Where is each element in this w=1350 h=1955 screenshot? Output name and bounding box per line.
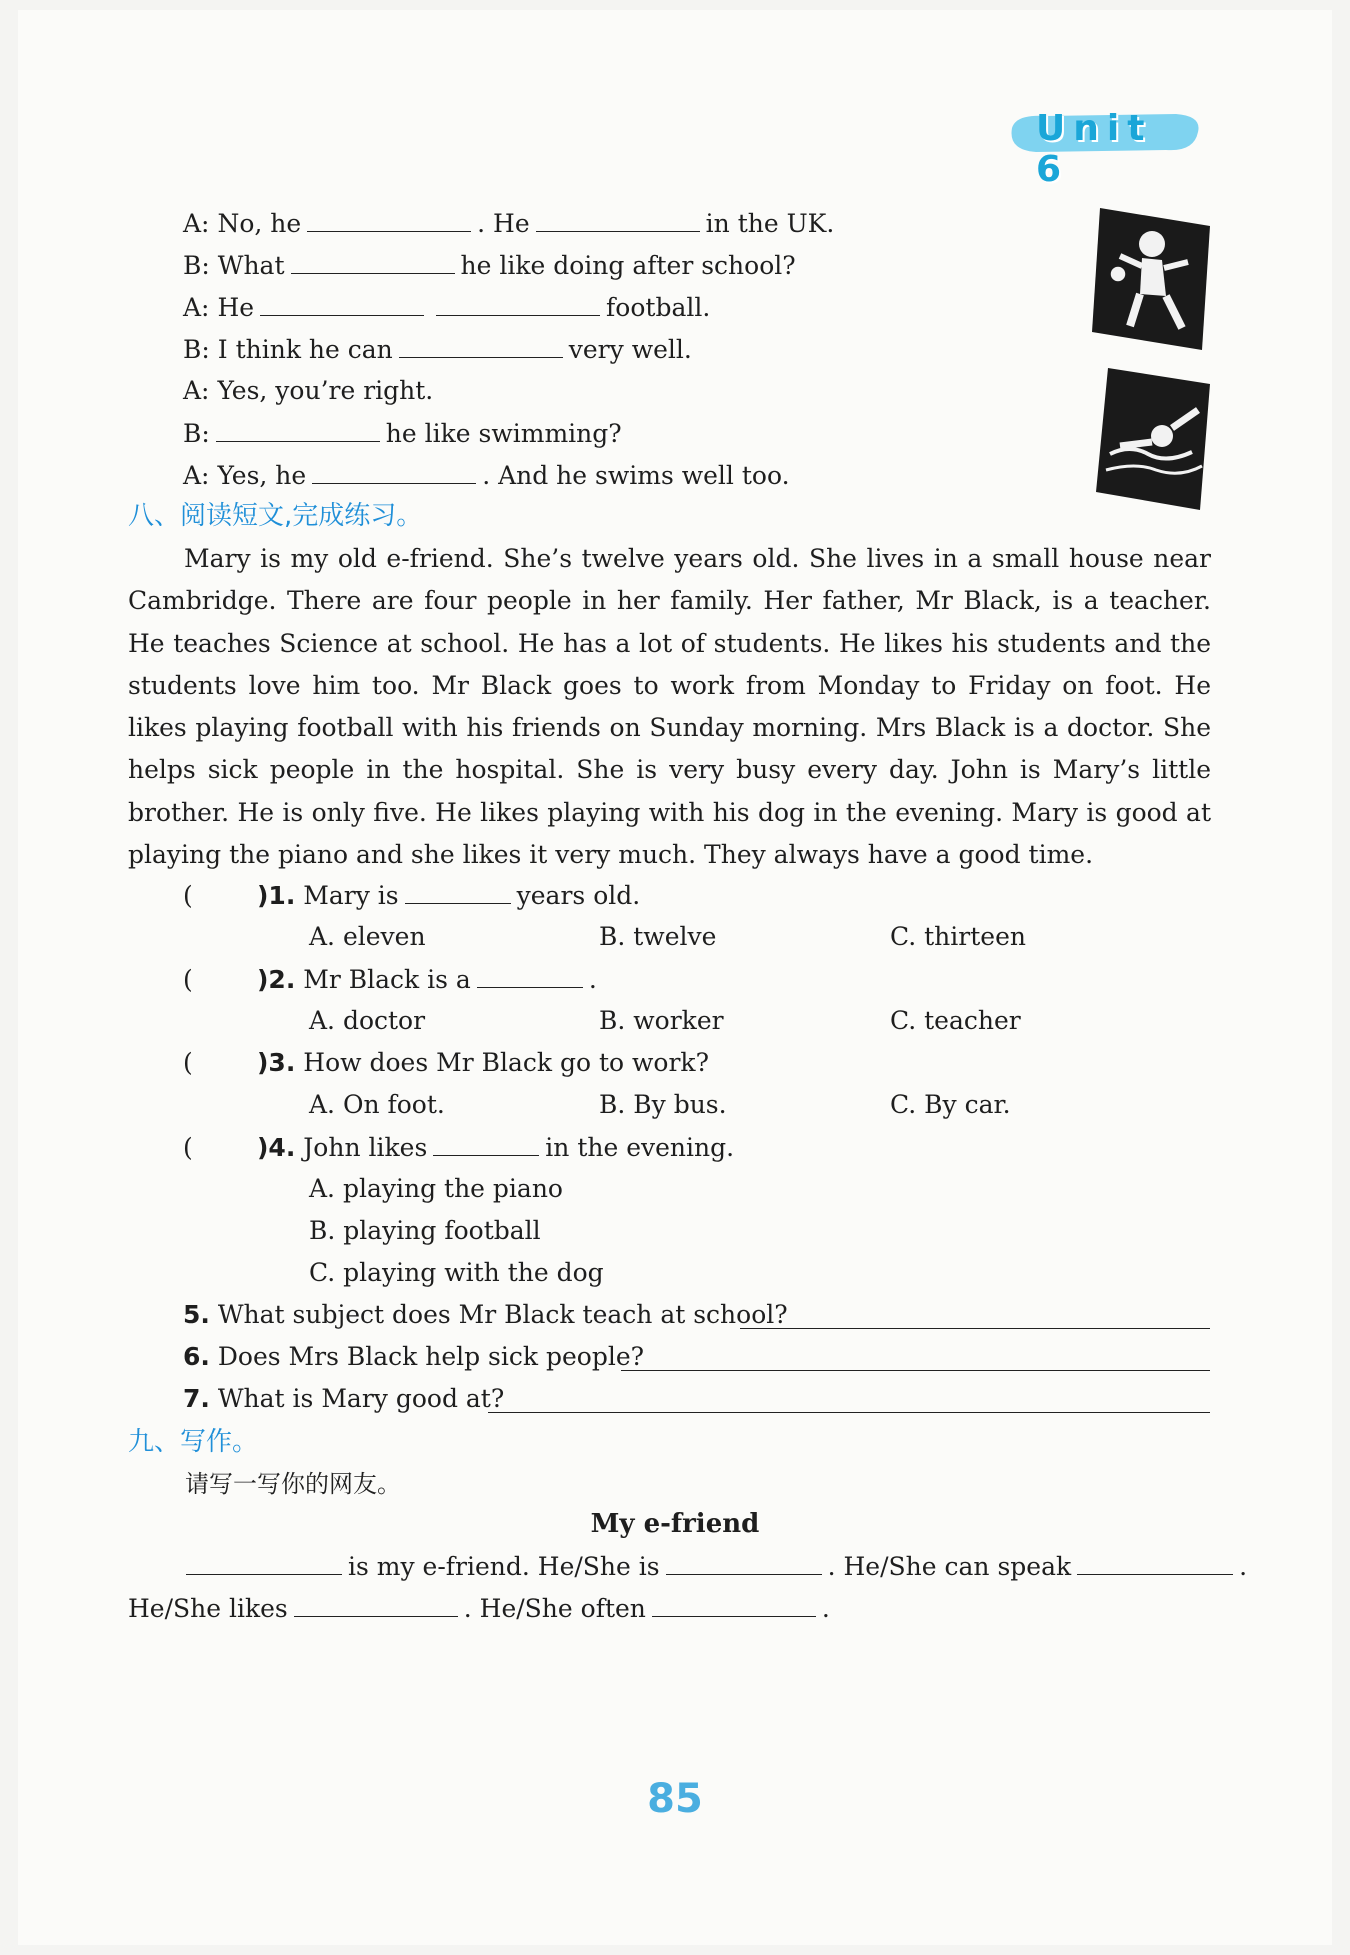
answer-blank[interactable] (436, 287, 600, 316)
q4-option-a[interactable]: A. playing the piano (309, 1174, 563, 1203)
answer-blank[interactable] (186, 1546, 342, 1575)
question-6: 6. Does Mrs Black help sick people? (183, 1342, 645, 1371)
answer-blank[interactable] (312, 455, 476, 484)
answer-blank[interactable] (260, 287, 424, 316)
page-number: 85 (647, 1776, 703, 1822)
dialogue-line-3: A: He football. (183, 287, 710, 328)
q3-option-c[interactable]: C. By car. (890, 1090, 1011, 1119)
answer-blank[interactable] (536, 203, 700, 232)
writing-line-2: He/She likes . He/She often . (128, 1588, 830, 1629)
q3-option-b[interactable]: B. By bus. (599, 1090, 727, 1119)
dialogue-line-5: A: Yes, you’re right. (183, 376, 434, 405)
answer-line-5[interactable] (740, 1328, 1210, 1329)
answer-blank[interactable] (405, 875, 511, 904)
dialogue-line-4: B: I think he can very well. (183, 329, 692, 370)
dialogue-line-7: A: Yes, he . And he swims well too. (183, 455, 790, 496)
answer-blank[interactable] (666, 1546, 822, 1575)
q1-option-b[interactable]: B. twelve (599, 922, 717, 951)
writing-title: My e-friend (590, 1509, 760, 1539)
question-2: ( )2. Mr Black is a . (183, 959, 597, 1000)
dialogue-line-6: B: he like swimming? (183, 413, 622, 454)
question-7: 7. What is Mary good at? (183, 1384, 505, 1413)
answer-blank[interactable] (477, 959, 583, 988)
q3-option-a[interactable]: A. On foot. (309, 1090, 445, 1119)
writing-line-1: is my e-friend. He/She is . He/She can speak . (186, 1546, 1247, 1587)
question-1: ( )1. Mary is years old. (183, 875, 640, 916)
swimmer-icon (1096, 366, 1212, 516)
answer-blank[interactable] (433, 1127, 539, 1156)
football-player-icon (1092, 204, 1214, 356)
q4-option-b[interactable]: B. playing football (309, 1216, 541, 1245)
question-3: ( )3. How does Mr Black go to work? (183, 1048, 709, 1077)
writing-instruction: 请写一写你的网友。 (185, 1470, 401, 1498)
answer-blank[interactable] (216, 413, 380, 442)
unit-title: Unit 6 (1036, 108, 1153, 190)
q1-option-a[interactable]: A. eleven (309, 922, 426, 951)
section-9-heading: 九、写作。 (128, 1427, 259, 1457)
answer-blank[interactable] (294, 1588, 458, 1617)
unit-badge (1006, 106, 1202, 190)
answer-blank[interactable] (307, 203, 471, 232)
answer-blank[interactable] (652, 1588, 816, 1617)
question-5: 5. What subject does Mr Black teach at school? (183, 1300, 788, 1329)
dialogue-line-2: B: What he like doing after school? (183, 245, 796, 286)
q2-option-b[interactable]: B. worker (599, 1006, 724, 1035)
answer-blank[interactable] (1077, 1546, 1233, 1575)
q1-option-c[interactable]: C. thirteen (890, 922, 1026, 951)
question-4: ( )4. John likes in the evening. (183, 1127, 734, 1168)
answer-line-6[interactable] (621, 1370, 1210, 1371)
answer-blank[interactable] (291, 245, 455, 274)
answer-line-7[interactable] (488, 1412, 1210, 1413)
dialogue-line-1: A: No, he . He in the UK. (183, 203, 834, 244)
section-8-heading: 八、阅读短文,完成练习。 (128, 501, 423, 531)
q4-option-c[interactable]: C. playing with the dog (309, 1258, 604, 1287)
q2-option-a[interactable]: A. doctor (309, 1006, 426, 1035)
reading-passage: Mary is my old e-friend. She’s twelve years old. She lives in a small house near Cambridge. There are four people in her family. Her father, Mr Black, is a teacher. He teaches Science at school. He has a lot of students. He likes his students and the students love him too. Mr Black goes to work from Monday to Friday on foot. He likes playing football with his friends on Sunday morning. Mrs Black is a doctor. She helps sick people in the hospital. She is very busy every day. John is Mary’s little brother. He is only five. He likes playing with his dog in the evening. Mary is good at playing the piano and she likes it very much. They always have a good time. (128, 544, 1211, 870)
q2-option-c[interactable]: C. teacher (890, 1006, 1021, 1035)
answer-blank[interactable] (399, 329, 563, 358)
